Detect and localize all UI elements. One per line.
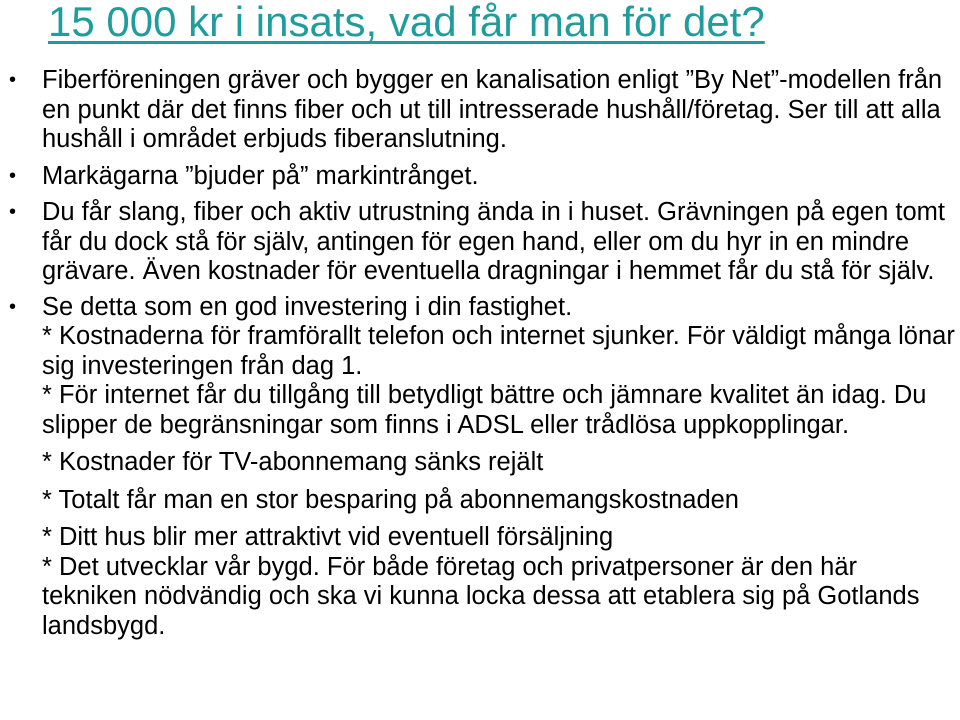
note-item: * Kostnaderna för framförallt telefon och internet sjunker. För väldigt många lönar sig investeringen från dag 1. (42, 322, 955, 380)
slide-title: 15 000 kr i insats, vad får man för det? (48, 0, 765, 45)
note-item: * Ditt hus blir mer attraktivt vid eventuell försäljning (42, 523, 614, 551)
note-item: * Totalt får man en stor besparing på abonnemangskostnaden (42, 485, 739, 514)
note-item: * För internet får du tillgång till betydligt bättre och jämnare kvalitet än idag. Du slipper de begränsningar som finns i ADSL eller trådlösa uppkopplingar. (42, 381, 927, 439)
note-item: * Kostnader för TV-abonnemang sänks rejält (42, 448, 544, 476)
bullet-item: • Markägarna ”bjuder på” markintrånget. (42, 162, 958, 192)
bullet-list (42, 66, 958, 641)
bullet-item: • Du får slang, fiber och aktiv utrustning ända in i huset. Grävningen på egen tomt får du dock stå för själv, antingen för egen hand, eller om du hyr in en mindre grävare. Även kostnader för eventuella dragningar i hemmet får du stå för själv. (42, 198, 958, 287)
bullet-item: • Se detta som en god investering i din fastighet. (42, 293, 958, 323)
bullet-item: • Fiberföreningen gräver och bygger en kanalisation enligt ”By Net”-modellen från en punkt där det finns fiber och ut till intresserade hushåll/företag. Ser till att alla hushåll i området erbjuds fiberanslutning. (42, 66, 958, 155)
note-item: * Det utvecklar vår bygd. För både företag och privatpersoner är den här tekniken nödvändig och ska vi kunna locka dessa att etablera sig på Gotlands landsbygd. (42, 552, 920, 640)
